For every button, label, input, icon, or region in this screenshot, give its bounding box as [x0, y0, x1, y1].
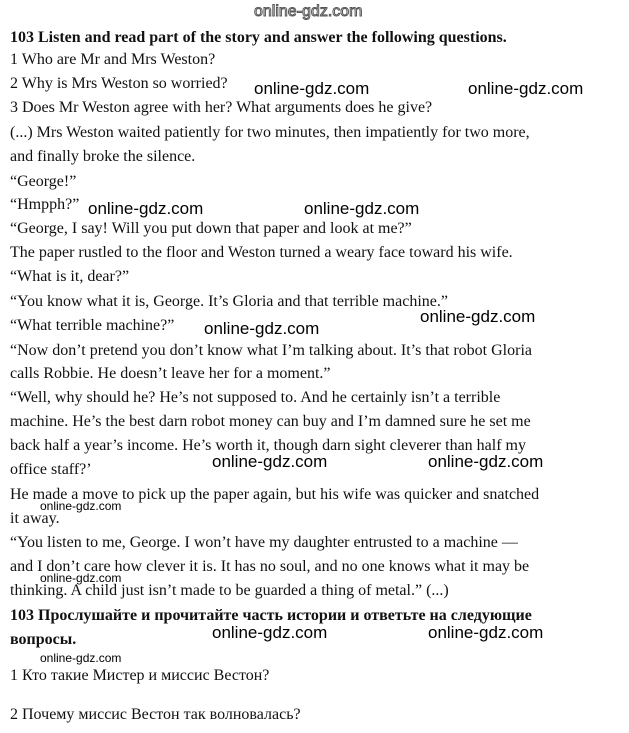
story-paragraph-1b: and finally broke the silence. [10, 148, 196, 165]
story-paragraph-well-a: “Well, why should he? He’s not supposed to. And he certainly isn’t a terrible [10, 389, 501, 406]
question-1: 1 Who are Mr and Mrs Weston? [10, 51, 216, 68]
exercise-heading-en: 103 Listen and read part of the story and answer the following questions. [10, 29, 507, 46]
question-2: 2 Why is Mrs Weston so worried? [10, 75, 228, 92]
watermark-small: online-gdz.com [40, 499, 122, 513]
story-line-george: “George!” [10, 173, 77, 190]
story-paragraph-snatched-b: it away. [10, 510, 60, 527]
story-paragraph-well-d: office staff?’ [10, 461, 92, 478]
story-paragraph-listen-b: and I don’t care how clever it is. It has no soul, and no one knows what it may be [10, 558, 530, 575]
exercise-heading-ru-b: вопросы. [10, 631, 77, 648]
question-1-ru: 1 Кто такие Мистер и миссис Вестон? [10, 667, 270, 684]
watermark-small: online-gdz.com [40, 651, 122, 665]
exercise-heading-ru-a: 103 Прослушайте и прочитайте часть истории и ответьте на следующие [10, 607, 532, 624]
watermark: online-gdz.com [254, 79, 370, 98]
watermark: online-gdz.com [212, 623, 328, 642]
story-line-hmpph: “Hmpph?” [10, 196, 80, 213]
story-paragraph-robbie-b: calls Robbie. He doesn’t leave her for a moment.” [10, 365, 331, 382]
story-line-paper-rustled: The paper rustled to the floor and Weston turned a weary face toward his wife. [10, 244, 513, 261]
story-line-put-down-paper: “George, I say! Will you put down that paper and look at me?” [10, 220, 412, 237]
story-paragraph-snatched-a: He made a move to pick up the paper again, but his wife was quicker and snatched [10, 486, 540, 503]
watermark: online-gdz.com [88, 199, 204, 218]
story-paragraph-1a: (...) Mrs Weston waited patiently for two minutes, then impatiently for two more, [10, 124, 530, 141]
watermark: online-gdz.com [428, 452, 544, 471]
watermark: online-gdz.com [468, 79, 584, 98]
watermark: online-gdz.com [420, 307, 536, 326]
question-2-ru: 2 Почему миссис Вестон так волновалась? [10, 706, 301, 723]
story-paragraph-listen-c: thinking. A child just isn’t made to be guarded a thing of metal.” (...) [10, 582, 449, 599]
story-line-what-is-it: “What is it, dear?” [10, 268, 130, 285]
watermark: online-gdz.com [204, 319, 320, 338]
story-paragraph-well-b: machine. He’s the best darn robot money can buy and I’m damned sure he set me [10, 413, 531, 430]
story-paragraph-robbie-a: “Now don’t pretend you don’t know what I’m talking about. It’s that robot Gloria [10, 342, 532, 359]
watermark: online-gdz.com [428, 623, 544, 642]
story-paragraph-well-c: back half a year’s income. He’s worth it, though darn sight cleverer than half my [10, 437, 526, 454]
story-line-what-terrible-machine: “What terrible machine?” [10, 317, 175, 334]
watermark-small: online-gdz.com [40, 571, 122, 585]
watermark: online-gdz.com [212, 452, 328, 471]
story-line-gloria-machine: “You know what it is, George. It’s Gloria and that terrible machine.” [10, 293, 448, 310]
story-paragraph-listen-a: “You listen to me, George. I won’t have my daughter entrusted to a machine — [10, 534, 518, 551]
watermark: online-gdz.com [304, 199, 420, 218]
question-3: 3 Does Mr Weston agree with her? What arguments does he give? [10, 99, 433, 116]
watermark-top: online-gdz.com [254, 3, 363, 20]
